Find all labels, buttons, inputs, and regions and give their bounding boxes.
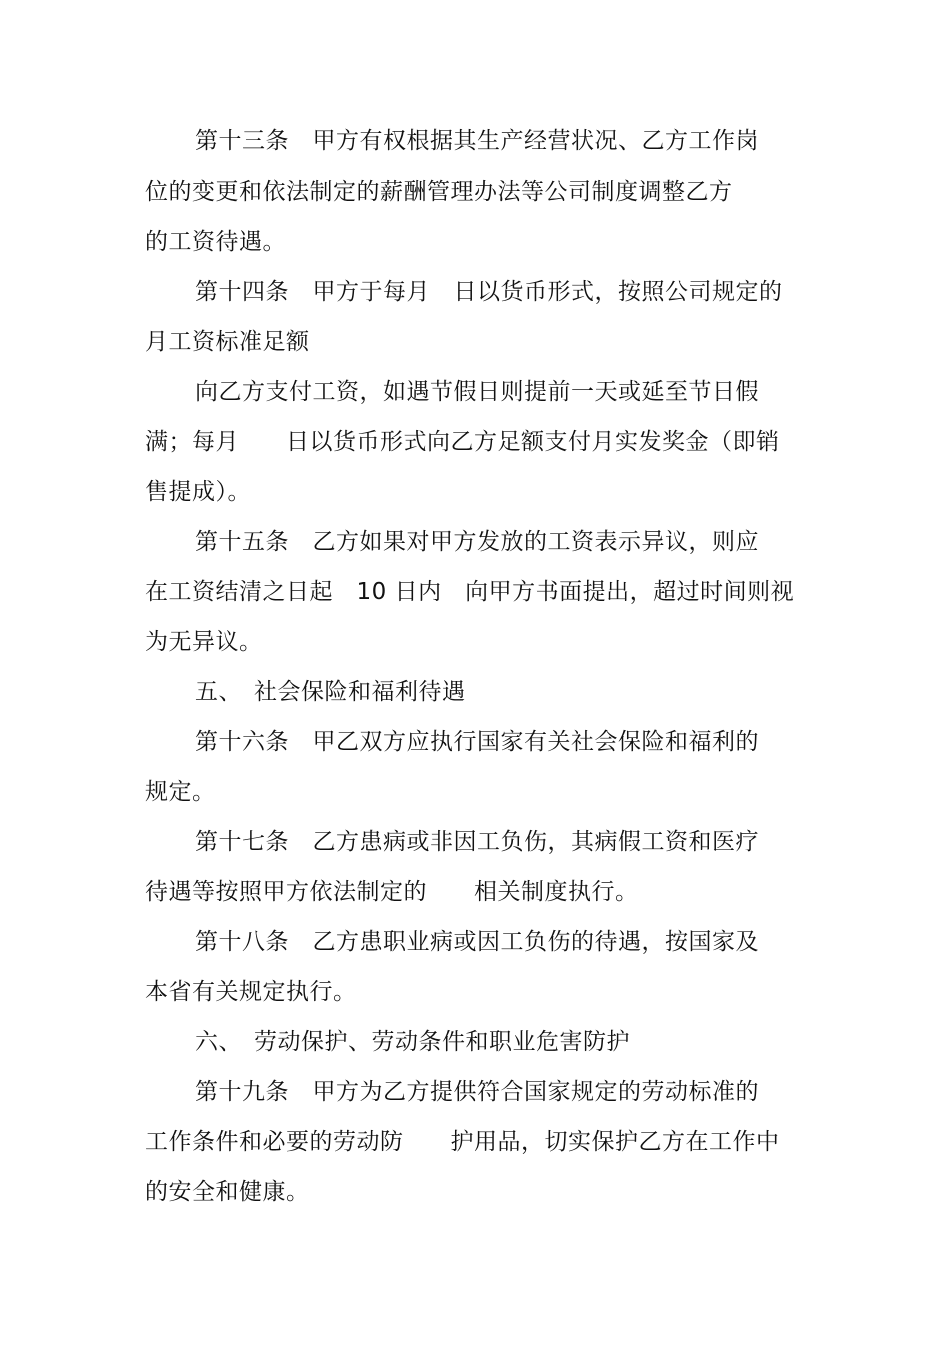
text-line: 位的变更和依法制定的薪酬管理办法等公司制度调整乙方: [145, 179, 733, 205]
text-line: 待遇等按照甲方依法制定的 相关制度执行。: [145, 879, 639, 905]
text-line: 规定。: [145, 779, 216, 805]
text-line: 第十五条 乙方如果对甲方发放的工资表示异议，则应: [195, 529, 759, 555]
section-heading: 五、 社会保险和福利待遇: [195, 679, 466, 705]
text-line: 月工资标准足额: [145, 329, 310, 355]
text-line: 第十九条 甲方为乙方提供符合国家规定的劳动标准的: [195, 1079, 759, 1105]
text-line: 工作条件和必要的劳动防 护用品，切实保护乙方在工作中: [145, 1129, 780, 1155]
text-line: 本省有关规定执行。: [145, 979, 357, 1005]
text-line: 满；每月 日以货币形式向乙方足额支付月实发奖金（即销: [145, 429, 780, 455]
text-line: 第十六条 甲乙双方应执行国家有关社会保险和福利的: [195, 729, 759, 755]
section-heading: 六、 劳动保护、劳动条件和职业危害防护: [195, 1029, 630, 1055]
text-line: 售提成）。: [145, 479, 251, 505]
text-line: 第十四条 甲方于每月 日以货币形式，按照公司规定的: [195, 279, 783, 305]
text-line: 第十七条 乙方患病或非因工负伤，其病假工资和医疗: [195, 829, 759, 855]
text-line: 的安全和健康。: [145, 1179, 310, 1205]
text-line: 第十八条 乙方患职业病或因工负伤的待遇，按国家及: [195, 929, 759, 955]
text-line: 为无异议。: [145, 629, 263, 655]
text-line: 向乙方支付工资，如遇节假日则提前一天或延至节日假: [195, 379, 759, 405]
text-line: 第十三条 甲方有权根据其生产经营状况、乙方工作岗: [195, 128, 759, 154]
text-line: 在工资结清之日起 10 日内 向甲方书面提出，超过时间则视: [145, 579, 795, 605]
text-line: 的工资待遇。: [145, 229, 286, 255]
